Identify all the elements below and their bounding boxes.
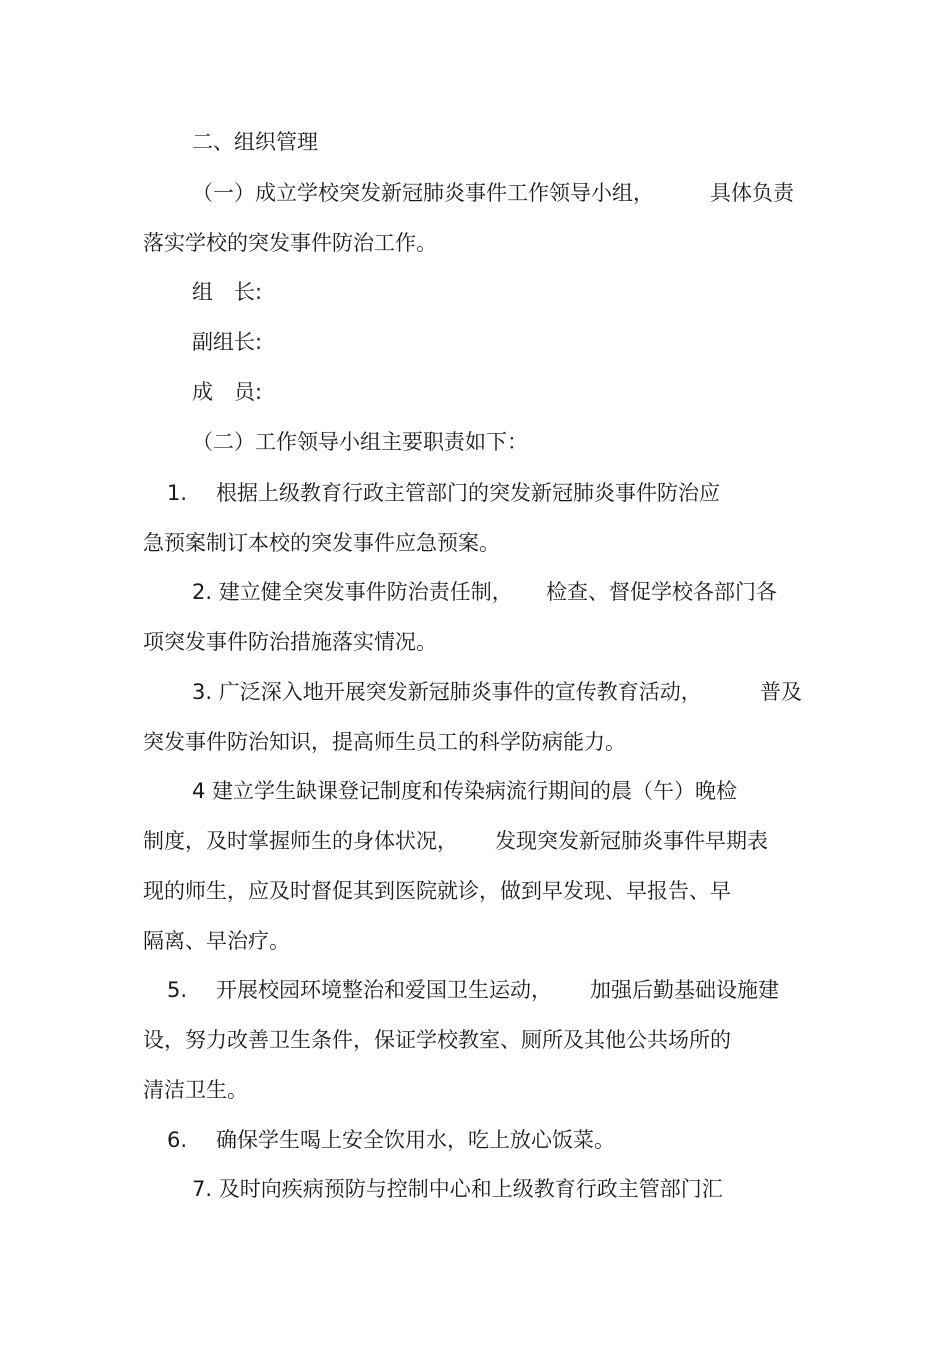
role-leader: 组 长: [192,280,263,304]
item5-line3: 清洁卫生。 [143,1078,248,1102]
item3-line2: 突发事件防治知识，提高师生员工的科学防病能力。 [143,730,626,754]
sub2-heading: （二）工作领导小组主要职责如下： [192,430,528,454]
item5-number: 5. [167,978,188,1002]
role-members: 成 员: [192,380,263,404]
item4-line3: 现的师生，应及时督促其到医院就诊，做到早发现、早报告、早 [143,879,731,903]
item4-line4: 隔离、早治疗。 [143,929,290,953]
item4-line1: 4 建立学生缺课登记制度和传染病流行期间的晨（午）晚检 [192,779,738,803]
item1-line1: 根据上级教育行政主管部门的突发新冠肺炎事件防治应 [216,481,720,505]
item6-line1: 确保学生喝上安全饮用水，吃上放心饭菜。 [216,1128,615,1152]
item2-line2: 项突发事件防治措施落实情况。 [143,630,437,654]
section-heading: 二、组织管理 [192,130,318,154]
item7-line1: 7. 及时向疾病预防与控制中心和上级教育行政主管部门汇 [192,1177,723,1201]
sub1-line1-b: 具体负责 [710,181,794,205]
item5-line1-a: 开展校园环境整治和爱国卫生运动， [216,978,552,1002]
item3-line1-b: 普及 [760,680,802,704]
item4-line2-a: 制度，及时掌握师生的身体状况， [143,829,458,853]
sub1-line2: 落实学校的突发事件防治工作。 [143,231,437,255]
item2-line1-b: 检查、督促学校各部门各 [546,580,777,604]
item1-number: 1. [167,481,188,505]
item6-number: 6. [167,1128,188,1152]
role-deputy: 副组长: [192,330,263,354]
item4-line2-b: 发现突发新冠肺炎事件早期表 [495,829,768,853]
item5-line2: 设，努力改善卫生条件，保证学校教室、厕所及其他公共场所的 [143,1028,731,1052]
item1-line2: 急预案制订本校的突发事件应急预案。 [143,531,500,555]
item5-line1-b: 加强后勤基础设施建 [590,978,779,1002]
item2-line1-a: 2. 建立健全突发事件防治责任制， [192,580,513,604]
item3-line1-a: 3. 广泛深入地开展突发新冠肺炎事件的宣传教育活动， [192,680,702,704]
sub1-line1-a: （一）成立学校突发新冠肺炎事件工作领导小组， [192,181,654,205]
